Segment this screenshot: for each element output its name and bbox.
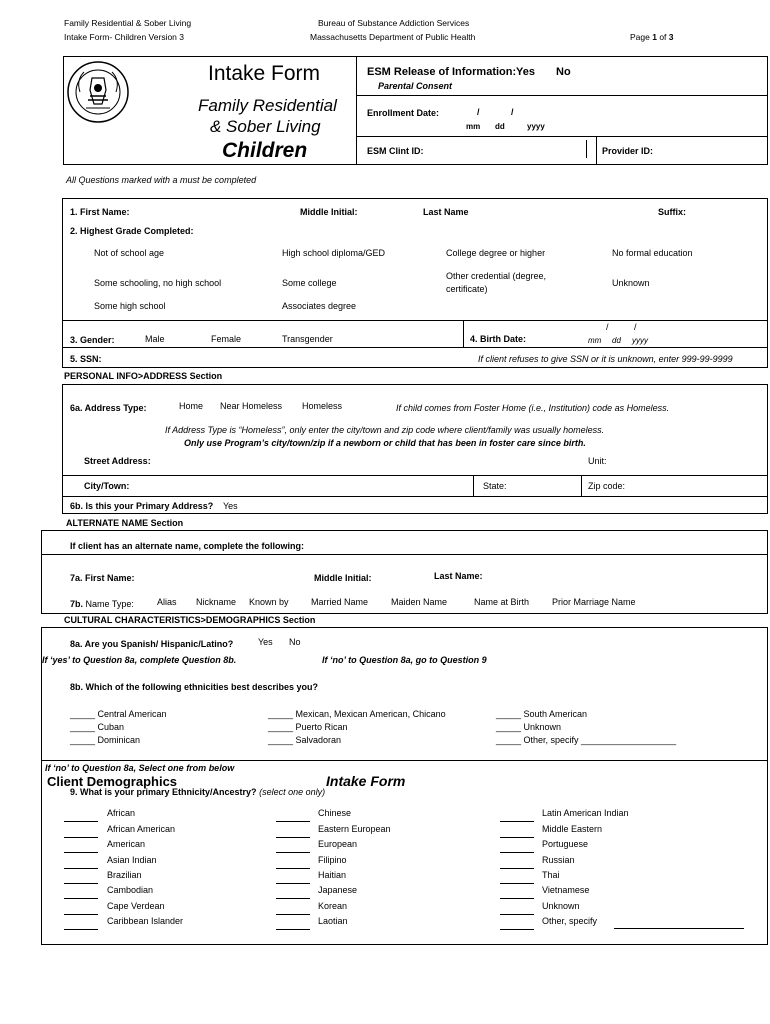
foster-home-note: If child comes from Foster Home (i.e., Institution) code as Homeless. bbox=[396, 403, 670, 413]
section-alternate-name: ALTERNATE NAME Section bbox=[66, 518, 184, 528]
header-department: Massachusetts Department of Public Health bbox=[310, 32, 476, 42]
ancestry-option[interactable]: Latin American Indian bbox=[542, 808, 629, 818]
q8a-if-no-note: If ‘no’ to Question 8a, go to Question 9 bbox=[322, 655, 487, 665]
q1-last-name-label: Last Name bbox=[423, 207, 469, 217]
ancestry-option[interactable]: Haitian bbox=[318, 870, 347, 880]
grade-option[interactable]: Some college bbox=[282, 278, 337, 288]
ancestry-option[interactable]: Caribbean Islander bbox=[107, 916, 184, 926]
section-address: PERSONAL INFO>ADDRESS Section bbox=[64, 371, 223, 381]
q4-birth-date-label: 4. Birth Date: bbox=[470, 334, 527, 344]
ancestry-option[interactable]: Chinese bbox=[318, 808, 352, 818]
q1-middle-initial-label: Middle Initial: bbox=[300, 207, 358, 217]
q8b-ethnicity-label: 8b. Which of the following ethnicities best describes you? bbox=[70, 682, 319, 692]
ancestry-option[interactable]: Other, specify bbox=[542, 916, 598, 926]
form-subtitle-program-2: & Sober Living bbox=[210, 117, 321, 136]
client-demographics-heading: Client Demographics bbox=[47, 774, 178, 789]
form-title: Intake Form bbox=[208, 62, 321, 85]
gender-transgender[interactable]: Transgender bbox=[282, 334, 333, 344]
q8a-if-yes-note: If ‘yes’ to Question 8a, complete Question 8b. bbox=[42, 655, 237, 665]
if-no-select-note: If ‘no’ to Question 8a, Select one from below bbox=[45, 763, 235, 773]
name-type-option[interactable]: Married Name bbox=[311, 597, 369, 607]
q5-ssn-label: 5. SSN: bbox=[70, 354, 102, 364]
ancestry-option[interactable]: Vietnamese bbox=[542, 885, 590, 895]
grade-option[interactable]: High school diploma/GED bbox=[282, 248, 386, 258]
ancestry-option[interactable]: Portuguese bbox=[542, 839, 589, 849]
q7a-last-name-label: Last Name: bbox=[434, 571, 483, 581]
q1-first-name-label: 1. First Name: bbox=[70, 207, 130, 217]
ancestry-option[interactable]: Russian bbox=[542, 855, 575, 865]
provider-id-label: Provider ID: bbox=[602, 146, 654, 156]
state-label: State: bbox=[483, 481, 507, 491]
section-cultural: CULTURAL CHARACTERISTICS>DEMOGRAPHICS Section bbox=[64, 615, 316, 625]
ancestry-option[interactable]: Japanese bbox=[318, 885, 358, 895]
form-subtitle-program: Family Residential bbox=[198, 96, 337, 115]
ancestry-option[interactable]: Middle Eastern bbox=[542, 824, 603, 834]
grade-option[interactable]: Unknown bbox=[612, 278, 650, 288]
ancestry-option[interactable]: Laotian bbox=[318, 916, 348, 926]
ethnicity-option[interactable]: _____ Salvadoran bbox=[268, 735, 342, 745]
street-address-label: Street Address: bbox=[84, 456, 151, 466]
ancestry-option[interactable]: European bbox=[318, 839, 358, 849]
grade-option-continued: certificate) bbox=[446, 284, 488, 294]
q5-ssn-note: If client refuses to give SSN or it is unknown, enter 999-99-9999 bbox=[478, 354, 733, 364]
q2-grade-label: 2. Highest Grade Completed: bbox=[70, 226, 194, 236]
ancestry-option[interactable]: Thai bbox=[542, 870, 560, 880]
q6a-address-type-label: 6a. Address Type: bbox=[70, 403, 147, 413]
other-specify-line[interactable] bbox=[614, 928, 744, 929]
q7a-first-name-label: 7a. First Name: bbox=[70, 573, 135, 583]
esm-release-yes[interactable]: Yes bbox=[516, 66, 535, 78]
q8a-hispanic-label: 8a. Are you Spanish/ Hispanic/Latino? bbox=[70, 639, 234, 649]
ethnicity-option[interactable]: _____ South American bbox=[496, 709, 588, 719]
grade-option[interactable]: Not of school age bbox=[94, 248, 165, 258]
homeless-note: If Address Type is “Homeless”, only enter the city/town and zip code where client/family was usually homeless. bbox=[165, 425, 605, 435]
enrollment-mm: mm bbox=[466, 122, 481, 131]
address-type-home[interactable]: Home bbox=[179, 401, 204, 411]
grade-option[interactable]: No formal education bbox=[612, 248, 693, 258]
address-type-homeless[interactable]: Homeless bbox=[302, 401, 343, 411]
ethnicity-option[interactable]: _____ Unknown bbox=[496, 722, 562, 732]
intake-form-heading: Intake Form bbox=[326, 773, 406, 789]
q1-suffix-label: Suffix: bbox=[658, 207, 686, 217]
grade-option[interactable]: Other credential (degree, bbox=[446, 271, 547, 281]
name-type-option[interactable]: Known by bbox=[249, 597, 289, 607]
hispanic-no[interactable]: No bbox=[289, 637, 301, 647]
enrollment-slash-2: / bbox=[511, 107, 514, 117]
gender-female[interactable]: Female bbox=[211, 334, 242, 344]
ancestry-option[interactable]: Eastern European bbox=[318, 824, 391, 834]
grade-option[interactable]: College degree or higher bbox=[446, 248, 546, 258]
state-seal-icon bbox=[66, 60, 130, 124]
q6b-primary-address-label: 6b. Is this your Primary Address? bbox=[70, 501, 214, 511]
primary-address-yes[interactable]: Yes bbox=[223, 501, 238, 511]
esm-client-id-label: ESM Clint ID: bbox=[367, 146, 424, 156]
ethnicity-option[interactable]: _____ Other, specify ___________________ bbox=[496, 735, 677, 745]
ethnicity-option[interactable]: _____ Cuban bbox=[70, 722, 125, 732]
q7b-name-type-label: 7b. Name Type: bbox=[70, 599, 134, 609]
ancestry-option[interactable]: Filipino bbox=[318, 855, 347, 865]
birth-slash-1: / bbox=[606, 322, 609, 332]
grade-option[interactable]: Some schooling, no high school bbox=[94, 278, 222, 288]
header-form-version: Intake Form- Children Version 3 bbox=[64, 32, 184, 42]
zip-code-label: Zip code: bbox=[588, 481, 626, 491]
header-form-name: Family Residential & Sober Living bbox=[64, 18, 192, 28]
ancestry-option[interactable]: African American bbox=[107, 824, 176, 834]
grade-option[interactable]: Associates degree bbox=[282, 301, 357, 311]
form-subtitle-children: Children bbox=[222, 139, 308, 162]
alt-name-intro: If client has an alternate name, complete the following: bbox=[70, 541, 305, 551]
q9-ethnicity-label: 9. What is your primary Ethnicity/Ancestry? (select one only) bbox=[70, 787, 326, 797]
grade-option[interactable]: Some high school bbox=[94, 301, 166, 311]
enrollment-yyyy: yyyy bbox=[527, 122, 545, 131]
ethnicity-option[interactable]: _____ Central American bbox=[70, 709, 167, 719]
name-type-option[interactable]: Maiden Name bbox=[391, 597, 448, 607]
required-note: All Questions marked with a must be completed bbox=[66, 175, 257, 185]
name-type-option[interactable]: Name at Birth bbox=[474, 597, 530, 607]
ancestry-option[interactable]: Korean bbox=[318, 901, 348, 911]
q3-gender-label: 3. Gender: bbox=[70, 335, 115, 345]
ancestry-option[interactable]: American bbox=[107, 839, 146, 849]
name-type-option[interactable]: Prior Marriage Name bbox=[552, 597, 636, 607]
birth-mm: mm bbox=[588, 336, 602, 345]
ethnicity-option[interactable]: _____ Dominican bbox=[70, 735, 141, 745]
name-type-option[interactable]: Nickname bbox=[196, 597, 237, 607]
parental-consent-label: Parental Consent bbox=[378, 81, 453, 91]
birth-yyyy: yyyy bbox=[632, 336, 648, 345]
ethnicity-option[interactable]: _____ Mexican, Mexican American, Chicano bbox=[268, 709, 446, 719]
ethnicity-option[interactable]: _____ Puerto Rican bbox=[268, 722, 348, 732]
foster-program-note: Only use Program’s city/town/zip if a newborn or child that has been in foster care since birth. bbox=[184, 438, 586, 448]
enrollment-date-label: Enrollment Date: bbox=[367, 108, 440, 118]
gender-male[interactable]: Male bbox=[145, 334, 165, 344]
address-type-near-homeless[interactable]: Near Homeless bbox=[220, 401, 283, 411]
header-bureau: Bureau of Substance Addiction Services bbox=[318, 18, 470, 28]
birth-slash-2: / bbox=[634, 322, 637, 332]
ancestry-option[interactable]: Brazilian bbox=[107, 870, 142, 880]
ancestry-option[interactable]: Unknown bbox=[542, 901, 580, 911]
ancestry-option[interactable]: Cambodian bbox=[107, 885, 154, 895]
enrollment-slash-1: / bbox=[477, 107, 480, 117]
q7a-middle-initial-label: Middle Initial: bbox=[314, 573, 372, 583]
esm-release-label: ESM Release of Information: bbox=[367, 66, 517, 78]
unit-label: Unit: bbox=[588, 456, 607, 466]
hispanic-yes[interactable]: Yes bbox=[258, 637, 273, 647]
city-town-label: City/Town: bbox=[84, 481, 130, 491]
ancestry-option[interactable]: Asian Indian bbox=[107, 855, 157, 865]
page-number: Page 1 of 3 bbox=[630, 32, 674, 42]
esm-release-no[interactable]: No bbox=[556, 66, 571, 78]
ancestry-option[interactable]: Cape Verdean bbox=[107, 901, 165, 911]
name-type-option[interactable]: Alias bbox=[157, 597, 177, 607]
enrollment-dd: dd bbox=[495, 122, 505, 131]
ancestry-option[interactable]: African bbox=[107, 808, 136, 818]
birth-dd: dd bbox=[612, 336, 621, 345]
